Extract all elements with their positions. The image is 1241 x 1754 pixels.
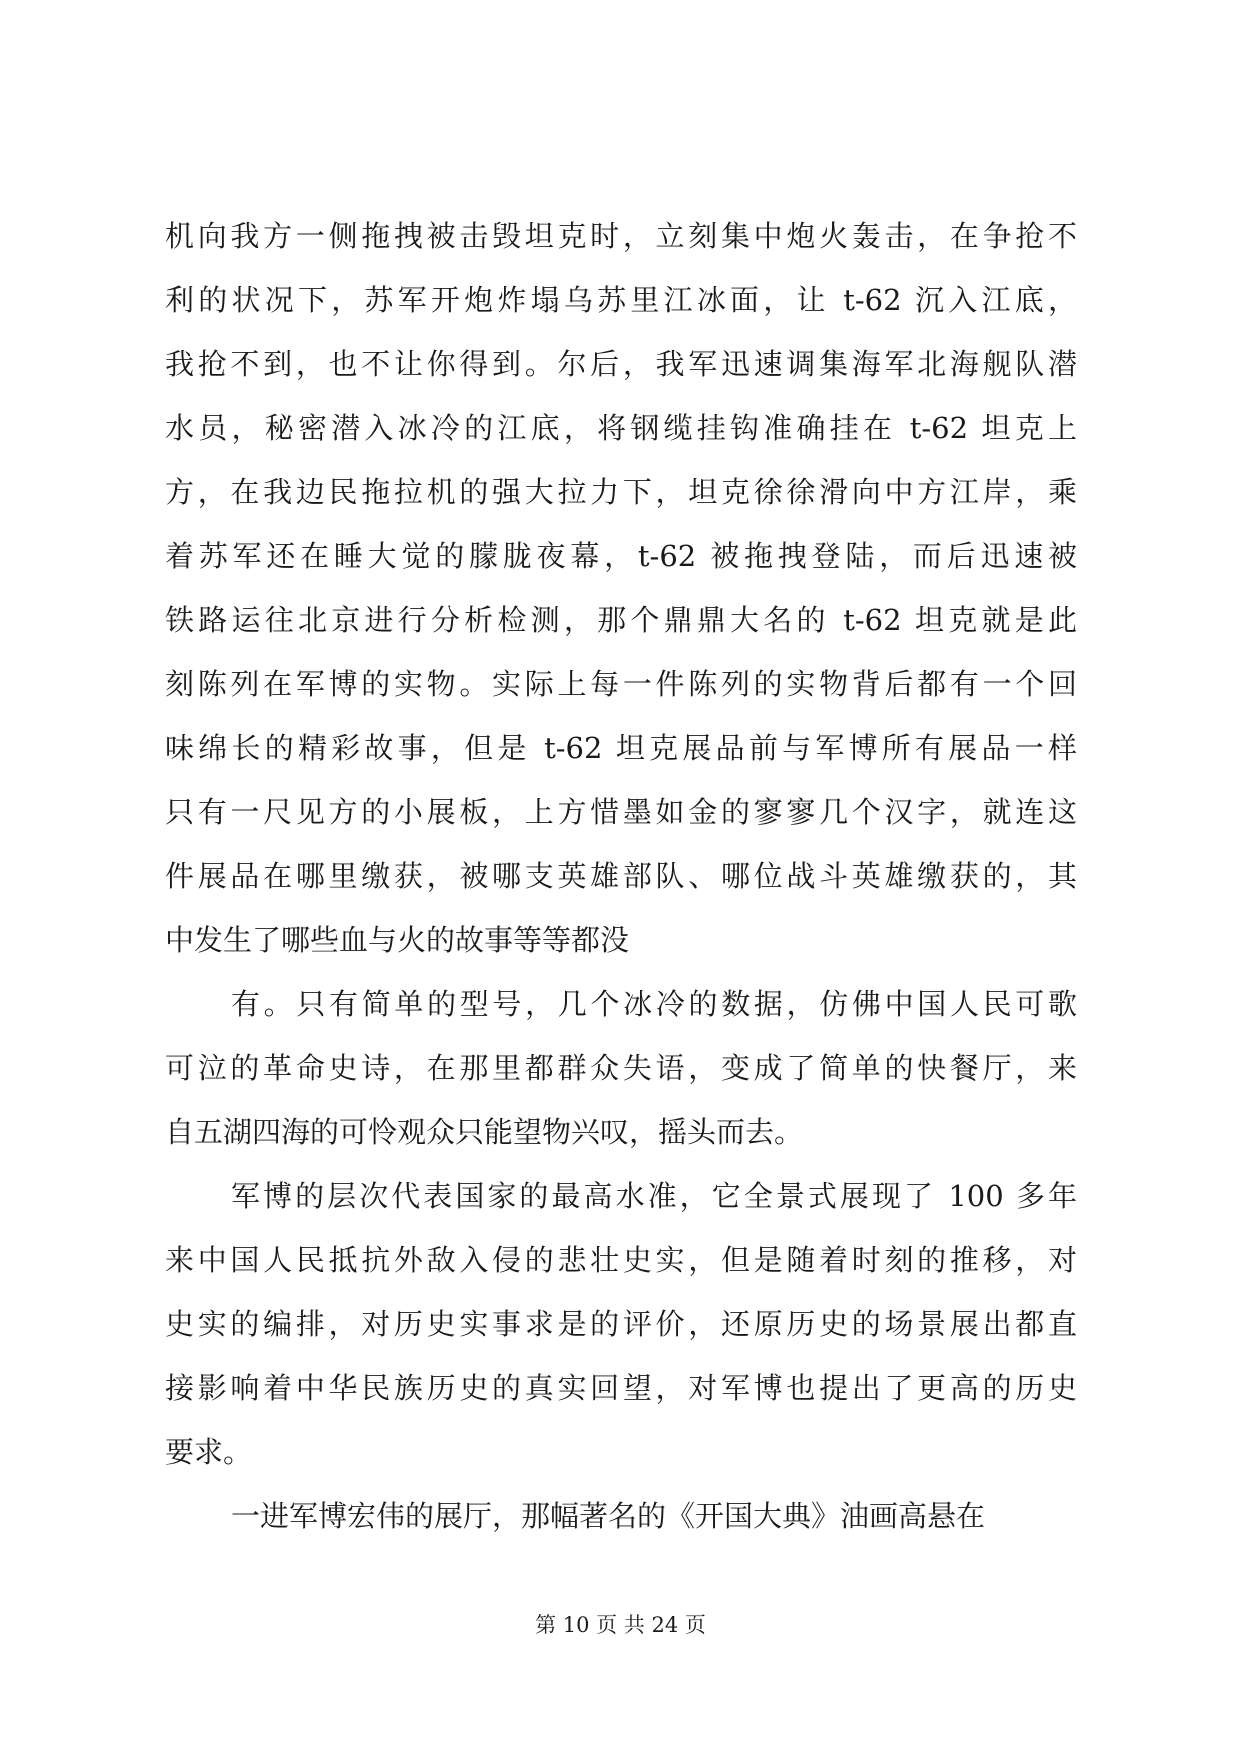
paragraph [165, 216, 1077, 984]
paragraph [165, 1176, 1077, 1496]
text-line: 利的状况下，苏军开炮炸塌乌苏里江冰面，让 t-62 沉入江底， [165, 283, 1077, 317]
page-footer: 第 10 页 共 24 页 [535, 1613, 706, 1637]
text-line: 着苏军还在睡大觉的朦胧夜幕，t-62 被拖拽登陆，而后迅速被 [165, 539, 1077, 573]
text-line: 要求。 [165, 1435, 253, 1469]
paragraph [165, 984, 1077, 1176]
text-line: 接影响着中华民族历史的真实回望，对军博也提出了更高的历史 [165, 1371, 1077, 1405]
text-line: 中发生了哪些血与火的故事等等都没 [165, 923, 630, 957]
text-line: 件展品在哪里缴获，被哪支英雄部队、哪位战斗英雄缴获的，其 [165, 859, 1077, 893]
text-line: 来中国人民抵抗外敌入侵的悲壮史实，但是随着时刻的推移，对 [165, 1243, 1077, 1277]
body-text [165, 216, 1077, 1560]
text-line: 只有一尺见方的小展板，上方惜墨如金的寥寥几个汉字，就连这 [165, 795, 1077, 829]
text-line: 有。只有简单的型号，几个冰冷的数据，仿佛中国人民可歌 [231, 987, 1077, 1021]
text-line: 铁路运往北京进行分析检测，那个鼎鼎大名的 t-62 坦克就是此 [165, 603, 1077, 637]
paragraph [165, 1496, 1077, 1560]
text-line: 方，在我边民拖拉机的强大拉力下，坦克徐徐滑向中方江岸，乘 [165, 475, 1077, 509]
text-line: 史实的编排，对历史实事求是的评价，还原历史的场景展出都直 [165, 1307, 1077, 1341]
text-line: 一进军博宏伟的展厅，那幅著名的《开国大典》油画高悬在 [231, 1499, 986, 1533]
text-line: 军博的层次代表国家的最高水准，它全景式展现了 100 多年 [231, 1179, 1077, 1213]
text-line: 我抢不到，也不让你得到。尔后，我军迅速调集海军北海舰队潜 [165, 347, 1077, 381]
text-line: 自五湖四海的可怜观众只能望物兴叹，摇头而去。 [165, 1115, 804, 1149]
text-line: 机向我方一侧拖拽被击毁坦克时，立刻集中炮火轰击，在争抢不 [165, 219, 1077, 253]
text-line: 刻陈列在军博的实物。实际上每一件陈列的实物背后都有一个回 [165, 667, 1077, 701]
text-line: 水员，秘密潜入冰冷的江底，将钢缆挂钩准确挂在 t-62 坦克上 [165, 411, 1077, 445]
text-line: 可泣的革命史诗，在那里都群众失语，变成了简单的快餐厅，来 [165, 1051, 1077, 1085]
text-line: 味绵长的精彩故事，但是 t-62 坦克展品前与军博所有展品一样 [165, 731, 1077, 765]
